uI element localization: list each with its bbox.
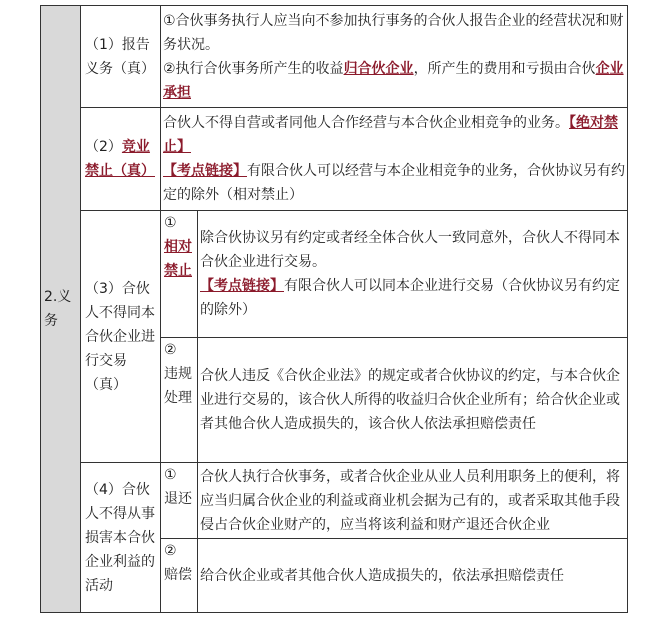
sub-num: ① [164, 467, 177, 483]
sub-name: 相对禁止 [164, 239, 192, 279]
sub-label [161, 539, 198, 613]
text: 有限合伙人可以同本企业进行交易（合伙协议另有约定的除外） [200, 278, 620, 318]
row-label [81, 108, 161, 211]
text: （2） [85, 139, 122, 155]
sub-name: 赔偿 [164, 567, 192, 583]
sub-label [161, 463, 198, 539]
sub-label [161, 338, 198, 463]
row-content [161, 108, 628, 211]
row-label: （4）合伙人不得从事损害本合伙企业利益的活动 [81, 463, 161, 613]
sub-content [198, 211, 628, 338]
sub-content: 给合伙企业或者其他合伙人造成损失的，依法承担赔偿责任 [198, 539, 628, 613]
sub-label [161, 211, 198, 338]
paragraph [163, 111, 625, 159]
sub-content: 合伙人执行合伙事务，或者合伙企业从业人员利用职务上的便利，将应当归属合伙企业的利益或商业机会据为己有的，或者采取其他手段侵占合伙企业财产的，应当将该利益和财产退还合伙企业 [198, 463, 628, 539]
row-label: （3）合伙人不得同本合伙企业进行交易（真） [81, 211, 161, 463]
row-label: （1）报告义务（真） [81, 6, 161, 108]
section-label: 2.义务 [41, 6, 81, 613]
obligations-table [40, 5, 628, 613]
sub-num: ② [164, 543, 177, 559]
table-row [41, 6, 628, 108]
text: 有限合伙人可以经营与本企业相竞争的业务，合伙协议另有约定的除外（相对禁止） [163, 163, 625, 203]
emphasis: 企业承担 [163, 60, 624, 101]
sub-num: ① [164, 215, 177, 231]
paragraph [163, 159, 625, 207]
text: ，所产生的费用和亏损由合伙 [413, 60, 596, 77]
paragraph: ①合伙事务执行人应当向不参加执行事务的合伙人报告企业的经营状况和财务状况。 [163, 12, 624, 53]
text: 合伙人不得自营或者同他人合作经营与本合伙企业相竞争的业务。 [163, 115, 569, 131]
sub-num: ② [164, 342, 177, 358]
paragraph [200, 274, 625, 322]
sub-name: 违规处理 [164, 366, 192, 406]
table-row [41, 211, 628, 338]
paragraph: 除合伙协议另有约定或者经全体合伙人一致同意外，合伙人不得同本合伙企业进行交易。 [200, 230, 620, 270]
emphasis: 归合伙企业 [343, 60, 414, 77]
emphasis: 【绝对禁止】 [163, 115, 618, 155]
sub-content: 合伙人违反《合伙企业法》的规定或者合伙协议的约定，与本合伙企业进行交易的，该合伙人所得的收益归合伙企业所有；给合伙企业或者其他合伙人造成损失的，该合伙人依法承担赔偿责任 [198, 338, 628, 463]
emphasis: 竞业禁止（真） [85, 139, 155, 179]
table-row [41, 463, 628, 539]
emphasis: 【考点链接】 [200, 278, 284, 294]
paragraph [163, 57, 625, 105]
row-content [161, 6, 628, 108]
table-row [41, 108, 628, 211]
emphasis: 【考点链接】 [163, 163, 247, 179]
sub-name: 退还 [164, 491, 192, 507]
text: ②执行合伙事务所产生的收益 [163, 60, 344, 77]
